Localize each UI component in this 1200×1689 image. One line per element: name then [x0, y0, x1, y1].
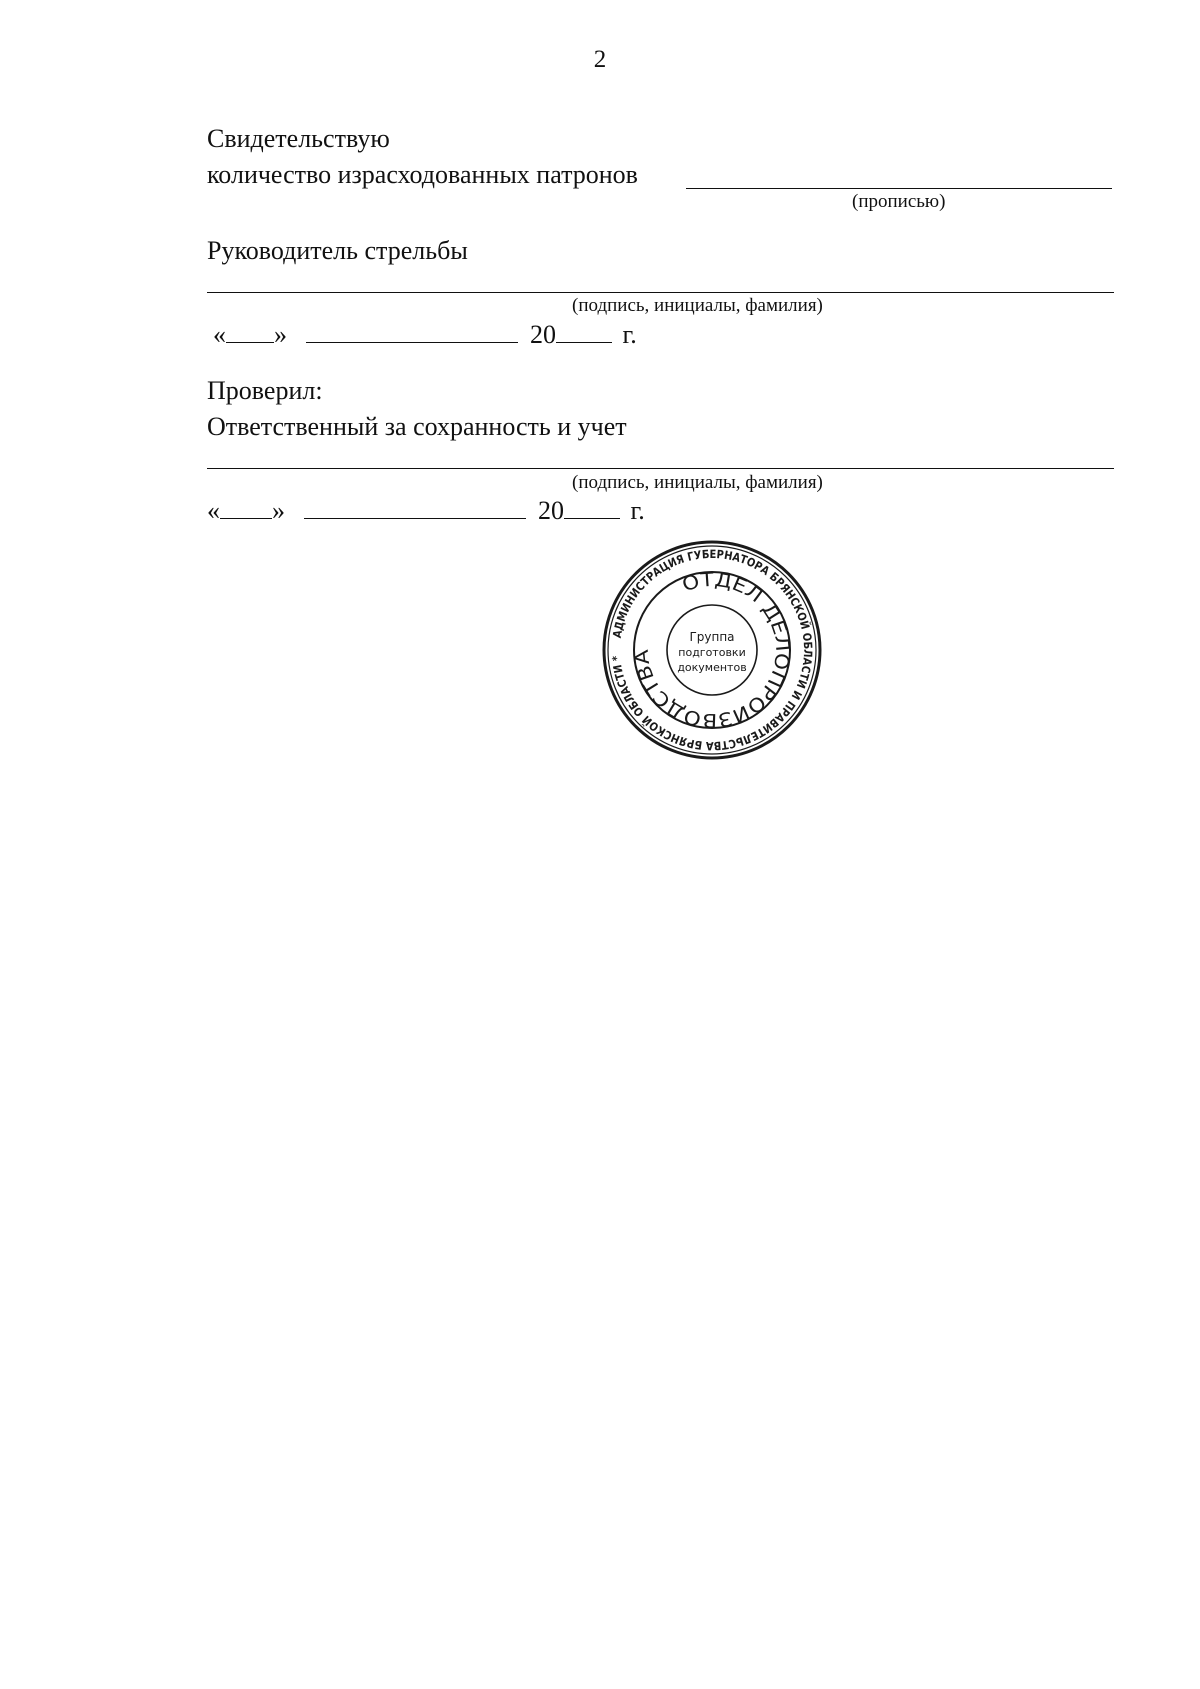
seal-center-line-1: Группа [689, 630, 735, 644]
official-seal-stamp [600, 538, 824, 762]
certification-line-text: количество израсходованных патронов [207, 160, 638, 189]
certification-heading: Свидетельствую [207, 124, 390, 153]
responsible-date-line [207, 496, 645, 526]
date-open-quote: « [213, 320, 226, 349]
year-blank [564, 496, 620, 519]
year-suffix: г. [622, 320, 637, 349]
month-blank [304, 496, 526, 519]
year-prefix: 20 [538, 496, 564, 525]
date-close-quote: » [272, 496, 285, 525]
page-number: 2 [593, 46, 607, 73]
firing-supervisor-title: Руководитель стрельбы [207, 236, 468, 265]
cartridges-count-line [686, 188, 1112, 189]
seal-inner-text-path: ОТДЕЛ ДЕЛОПРОИЗВОДСТВА [630, 568, 794, 732]
responsible-person-title: Ответственный за сохранность и учет [207, 412, 627, 441]
supervisor-date-line [213, 320, 637, 350]
seal-outer-text-path: АДМИНИСТРАЦИЯ ГУБЕРНАТОРА БРЯНСКОЙ ОБЛАСТИ И ПРАВИТЕЛЬСТВА БРЯНСКОЙ ОБЛАСТИ * [609, 546, 816, 754]
seal-center-line-3: документов [677, 661, 747, 674]
date-close-quote: » [274, 320, 287, 349]
seal-center-line-2: подготовки [678, 646, 746, 659]
date-open-quote: « [207, 496, 220, 525]
supervisor-signature-line [207, 292, 1114, 293]
verification-heading: Проверил: [207, 376, 323, 405]
month-blank [306, 320, 518, 343]
responsible-signature-line [207, 468, 1114, 469]
year-blank [556, 320, 612, 343]
year-suffix: г. [630, 496, 645, 525]
year-prefix: 20 [530, 320, 556, 349]
day-blank [226, 320, 274, 343]
in-words-caption: (прописью) [852, 191, 946, 212]
supervisor-signature-caption: (подпись, инициалы, фамилия) [572, 295, 823, 316]
day-blank [220, 496, 272, 519]
responsible-signature-caption: (подпись, инициалы, фамилия) [572, 472, 823, 493]
